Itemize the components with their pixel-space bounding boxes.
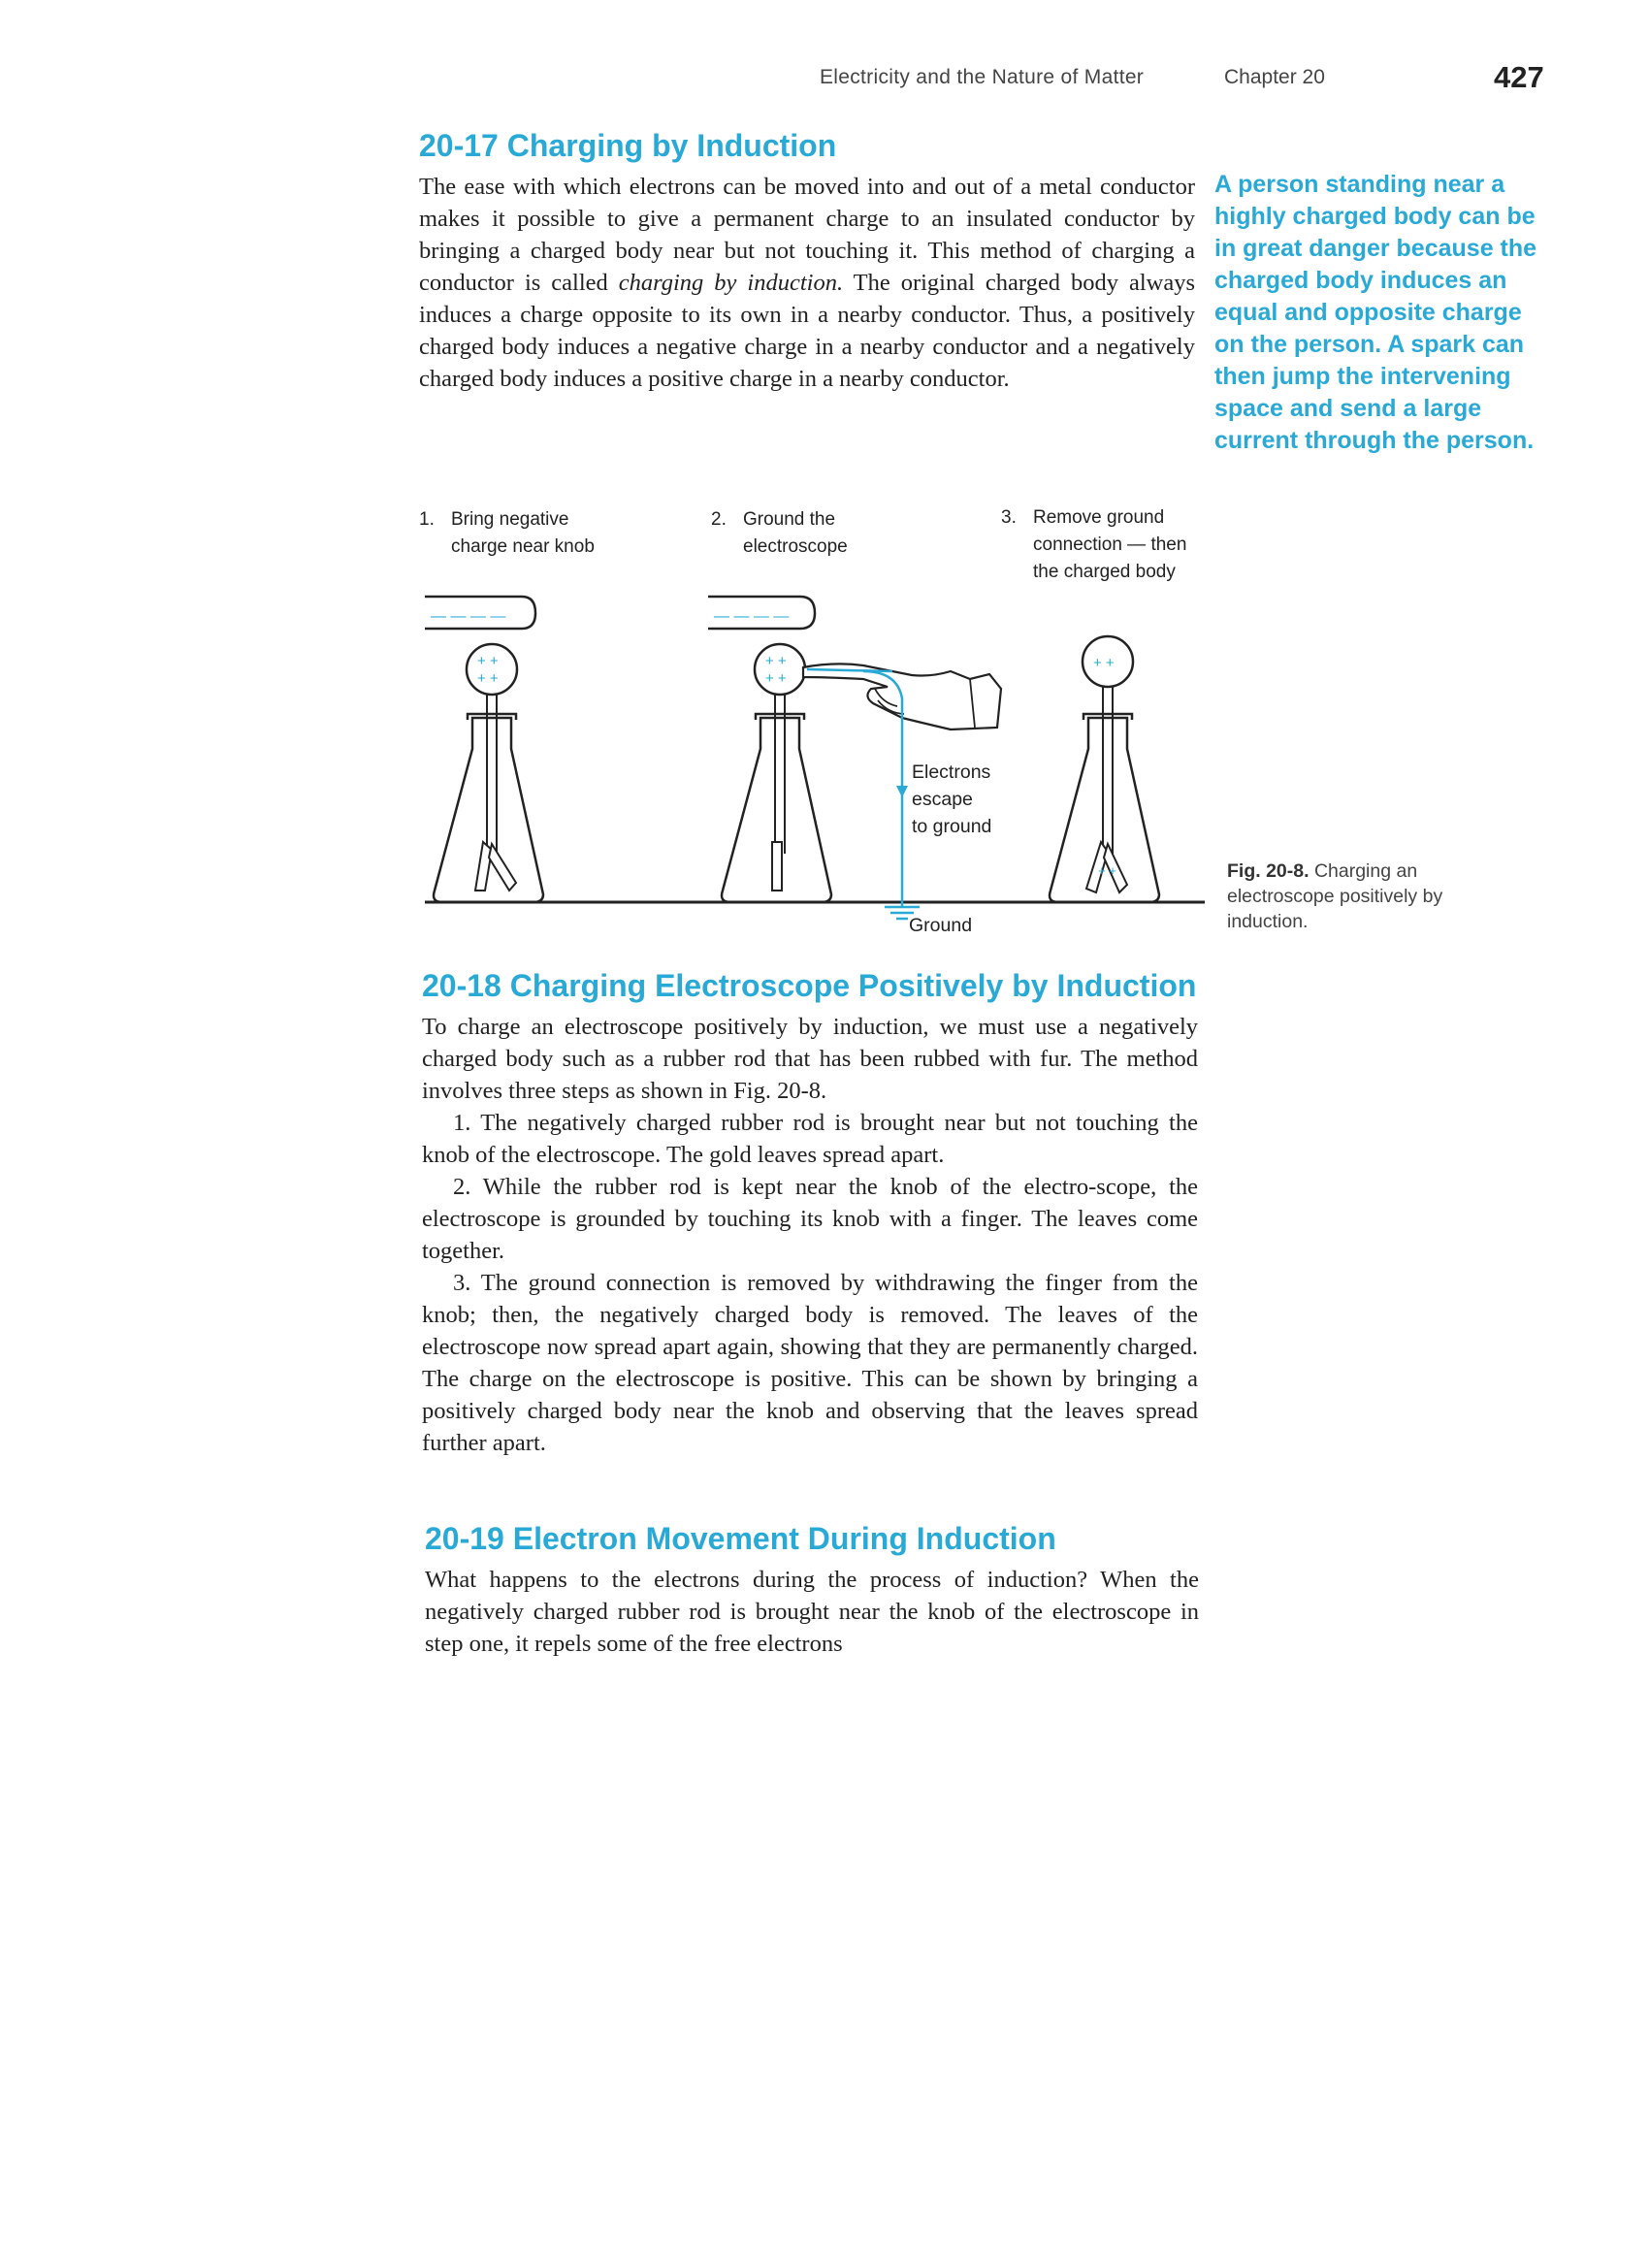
step-2-label <box>711 506 954 561</box>
leaves-2-closed <box>772 842 782 891</box>
figure-caption <box>1227 859 1518 934</box>
section-20-19-body <box>425 1564 1199 1660</box>
leaf-1-right <box>489 844 516 891</box>
knob-1 <box>467 644 517 695</box>
figure-caption-number: Fig. 20-8. <box>1227 860 1310 882</box>
knob-2-charge-top: + + <box>765 653 787 669</box>
rod-2-charge: — — — — <box>714 608 790 625</box>
running-header-title: Electricity and the Nature of Matter <box>820 66 1145 88</box>
section-20-19-title: 20-19 Electron Movement During Induction <box>425 1521 1056 1556</box>
margin-note: A person standing near a highly charged body can be in great danger because the charged body induces an equal and opposite charge on the person. A spark can then jump the intervening space and send a large current through the person. <box>1214 171 1537 454</box>
section-20-17-italic-term: charging by induction. <box>618 270 844 296</box>
electrons-escape-label: Electrons escape to ground <box>912 761 992 837</box>
section-20-17-body <box>419 171 1195 395</box>
section-20-18-step-2: 2. While the rubber rod is kept near the knob of the electro-scope, the electroscope is grounded by touching its knob with a finger. The leaves come together. <box>422 1174 1198 1264</box>
induction-diagram <box>407 582 1212 951</box>
ground-label: Ground <box>909 915 973 936</box>
knob-2-charge-bottom: + + <box>765 670 787 687</box>
step-3-text: Remove ground connection — then the charged body <box>1033 507 1187 582</box>
running-header-chapter: Chapter 20 <box>1224 66 1325 88</box>
section-20-17-title: 20-17 Charging by Induction <box>419 128 837 163</box>
leaves-3-charge: + + <box>1098 863 1116 878</box>
section-20-18-step-1: 1. The negatively charged rubber rod is brought near but not touching the knob of the electroscope. The gold leaves spread apart. <box>422 1110 1198 1168</box>
electroscope-2 <box>708 597 1001 919</box>
rod-1-charge: — — — — <box>431 608 506 625</box>
step-1-text: Bring negative charge near knob <box>451 509 595 557</box>
step-2-number: 2. <box>711 509 727 530</box>
knob-1-charge-bottom: + + <box>477 670 499 687</box>
page-number: 427 <box>1494 60 1544 94</box>
knob-3-charge: + + <box>1093 655 1115 671</box>
step-1-number: 1. <box>419 509 435 530</box>
section-20-19-paragraph: What happens to the electrons during the process of induction? When the negatively charged rubber rod is brought near the knob of the electroscope in step one, it repels some of the free electrons <box>425 1567 1199 1657</box>
step-1-label <box>419 506 662 561</box>
knob-1-charge-top: + + <box>477 653 499 669</box>
section-20-18-title: 20-18 Charging Electroscope Positively by Induction <box>422 968 1197 1003</box>
section-20-18-step-3: 3. The ground connection is removed by withdrawing the finger from the knob; then, the negatively charged body is removed. The leaves of the electroscope now spread apart again, showing that they are permanently charged. The charge on the electroscope is positive. This can be shown by bringing a positively charged body near the knob and observing that the leaves spread further apart. <box>422 1270 1198 1456</box>
leaf-1-left <box>475 842 492 891</box>
electroscope-1 <box>425 597 543 902</box>
section-20-17-text-a: The ease with which electrons can be moved into and out of a metal conductor makes it possible to give a permanent charge to an insulated conductor by bringing a charged body near but not touching it. This method of charging a conductor is called <box>419 174 1195 296</box>
step-3-number: 3. <box>1001 507 1017 528</box>
figure-caption-text: Charging an electroscope positively by induction. <box>1227 860 1443 932</box>
electron-arrow <box>896 786 908 797</box>
section-20-18-body <box>422 1011 1198 1459</box>
section-20-18-intro: To charge an electroscope positively by induction, we must use a negatively charged body such as a rubber rod that has been rubbed with fur. The method involves three steps as shown in Fig. 20-8. <box>422 1014 1198 1104</box>
section-20-17-text-b: The original charged body always induces a charge opposite to its own in a nearby conductor. Thus, a positively charged body induces a negative charge in a nearby conductor and a negatively charged body induces a positive charge in a nearby conductor. <box>419 270 1195 392</box>
step-2-text: Ground the electroscope <box>743 509 848 557</box>
knob-2 <box>755 644 805 695</box>
step-3-label <box>1001 504 1244 586</box>
